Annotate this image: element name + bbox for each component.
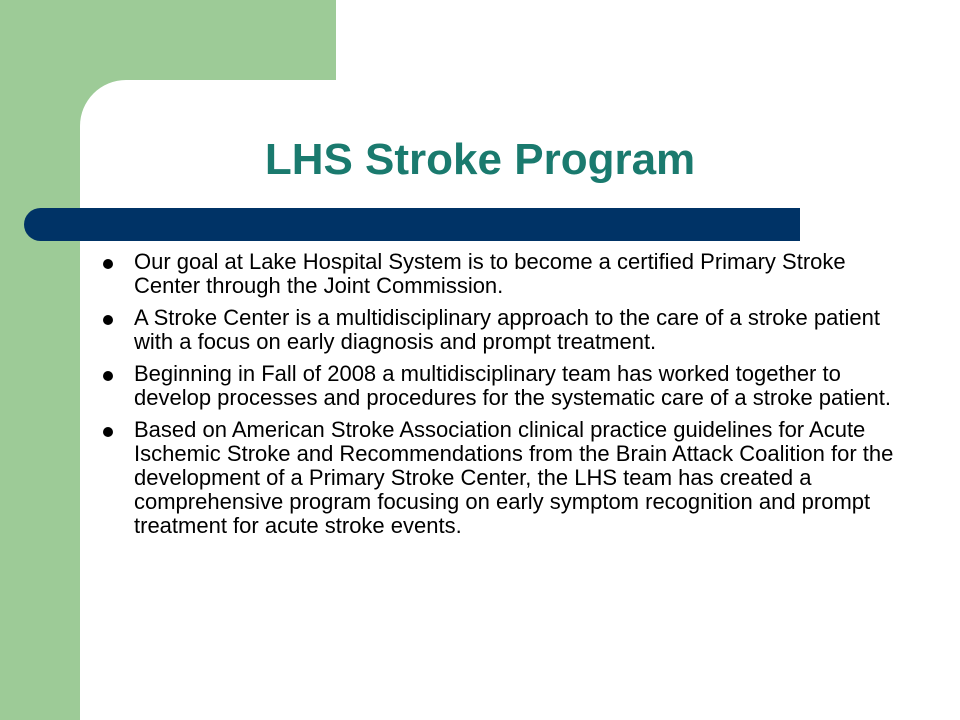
bullet-icon bbox=[103, 371, 113, 381]
bullet-text: Based on American Stroke Association clinical practice guidelines for Acute Ischemic Stroke and Recommendations from the Brain Attack Coalition for the development of a Primary Stroke Center, the LHS team has created a comprehensive program focusing on early symptom recognition and prompt treatment for acute stroke events. bbox=[134, 417, 894, 538]
bullet-icon bbox=[103, 259, 113, 269]
bullet-text: Beginning in Fall of 2008 a multidisciplinary team has worked together to develop processes and procedures for the systematic care of a stroke patient. bbox=[134, 361, 891, 410]
title-underline-bar bbox=[24, 208, 800, 241]
bullet-text: Our goal at Lake Hospital System is to become a certified Primary Stroke Center through the Joint Commission. bbox=[134, 249, 846, 298]
bullet-item bbox=[98, 250, 898, 298]
bullet-icon bbox=[103, 315, 113, 325]
bullet-item bbox=[98, 306, 898, 354]
bullet-list bbox=[98, 250, 898, 546]
bullet-item bbox=[98, 418, 898, 538]
slide-title: LHS Stroke Program bbox=[264, 135, 696, 184]
bullet-item bbox=[98, 362, 898, 410]
bullet-text: A Stroke Center is a multidisciplinary approach to the care of a stroke patient with a focus on early diagnosis and prompt treatment. bbox=[134, 305, 880, 354]
bullet-icon bbox=[103, 427, 113, 437]
